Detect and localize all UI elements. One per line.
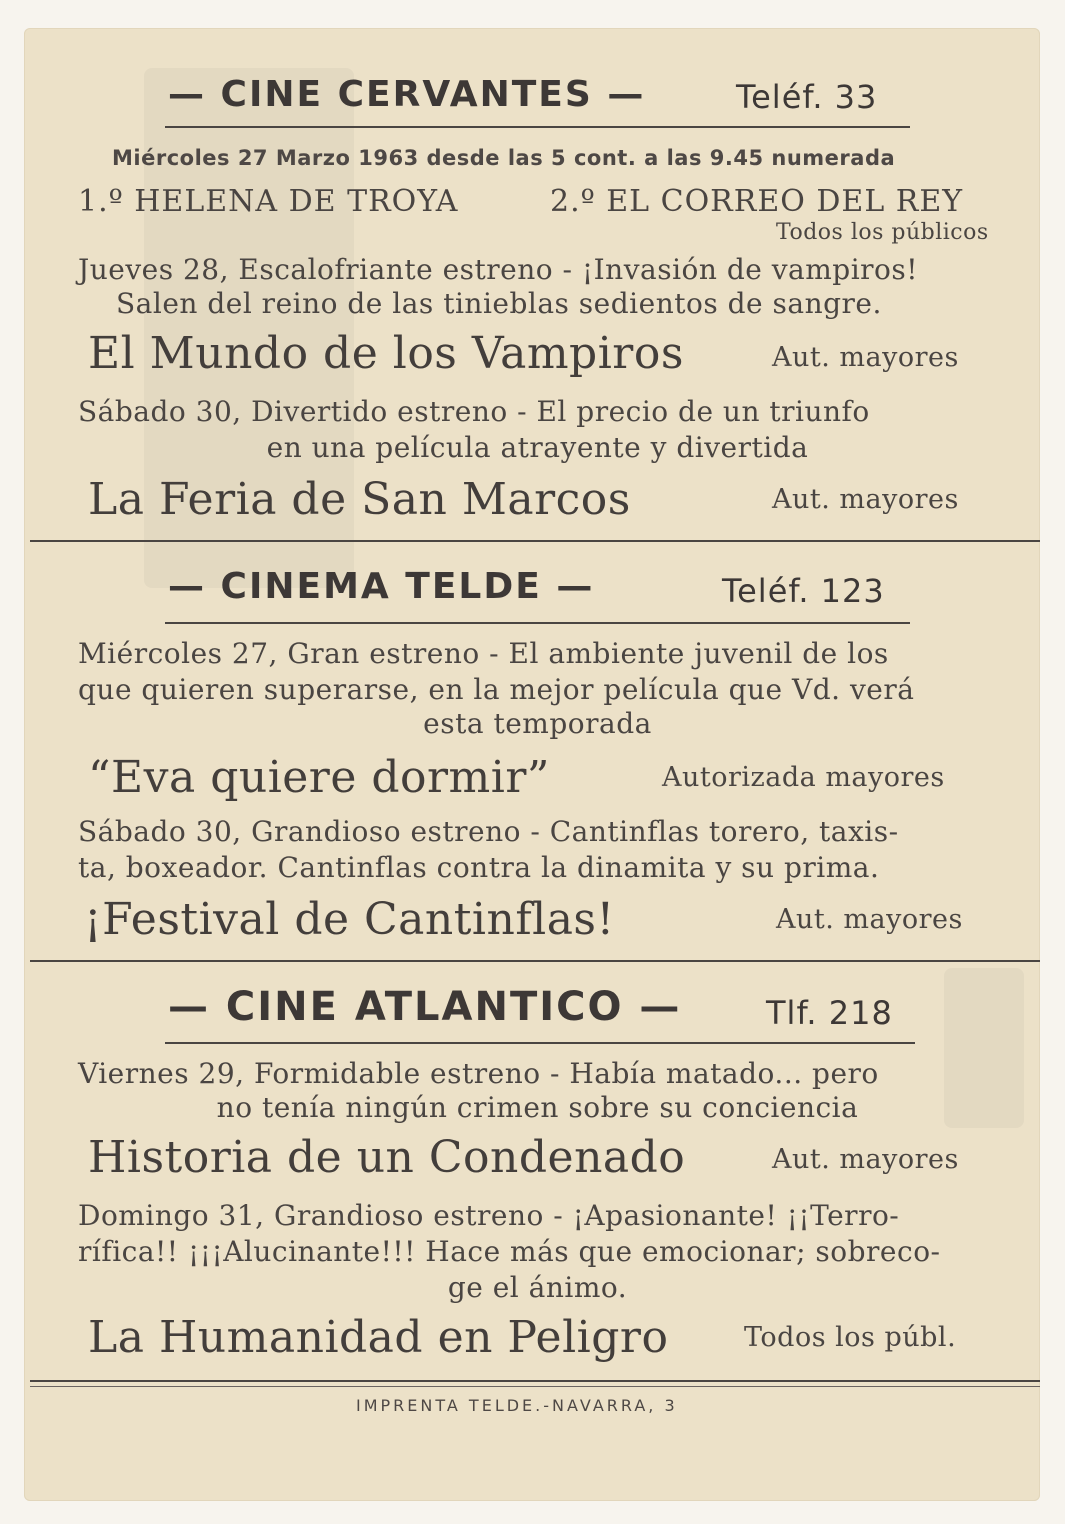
cervantes-subheader: Miércoles 27 Marzo 1963 desde las 5 cont. a las 9.45 numerada [112,146,896,170]
telde-line-2: que quieren superarse, en la mejor película que Vd. verá [78,673,915,706]
telde-line-3: esta temporada [423,707,652,740]
cervantes-line-1: Jueves 28, Escalofriante estreno - ¡Invasión de vampiros! [78,253,919,286]
cervantes-line-2: Salen del reino de las tinieblas sedientos de sangre. [116,287,882,320]
cervantes-rating-2: Aut. mayores [772,484,959,515]
cervantes-header-name: — CINE CERVANTES — [168,74,646,115]
section-divider [30,540,1040,542]
telde-rating-2: Aut. mayores [776,904,963,935]
telde-header-underline [165,622,910,624]
atlantico-line-3: Domingo 31, Grandioso estreno - ¡Apasionante! ¡¡Terro- [78,1199,900,1232]
atlantico-header-tel: Tlf. 218 [766,994,893,1032]
cervantes-rating-1: Aut. mayores [772,342,959,373]
footer-divider [30,1380,1040,1382]
telde-title-1: “Eva quiere dormir” [88,752,550,803]
cervantes-line-4: en una película atrayente y divertida [266,431,809,464]
telde-header-tel: Teléf. 123 [722,572,885,610]
cervantes-audience: Todos los públicos [776,220,989,245]
cervantes-line-3: Sábado 30, Divertido estreno - El precio de un triunfo [78,395,870,428]
telde-line-1: Miércoles 27, Gran estreno - El ambiente juvenil de los [78,637,889,670]
cervantes-title-1: El Mundo de los Vampiros [88,328,684,379]
atlantico-line-2: no tenía ningún crimen sobre su conciencia [216,1091,859,1124]
cervantes-header-tel: Teléf. 33 [736,78,878,116]
atlantico-line-1: Viernes 29, Formidable estreno - Había matado... pero [78,1057,879,1090]
cervantes-header-underline [165,126,910,128]
footer-divider-thin [30,1386,1040,1387]
telde-header-name: — CINEMA TELDE — [168,566,595,607]
atlantico-rating-2: Todos los públ. [744,1322,957,1353]
telde-line-4: Sábado 30, Grandioso estreno - Cantinflas torero, taxis- [78,815,899,848]
cervantes-feature-1: 1.º HELENA DE TROYA [78,184,459,219]
cervantes-title-2: La Feria de San Marcos [88,474,631,525]
atlantico-title-1: Historia de un Condenado [88,1132,686,1183]
atlantico-header-underline [165,1042,915,1044]
atlantico-line-4: rífica!! ¡¡¡Alucinante!!! Hace más que emocionar; sobreco- [78,1235,941,1268]
telde-line-5: ta, boxeador. Cantinflas contra la dinamita y su prima. [78,851,880,884]
telde-title-2: ¡Festival de Cantinflas! [84,894,615,945]
atlantico-line-5: ge el ánimo. [447,1271,628,1304]
section-divider [30,960,1040,962]
cervantes-feature-2: 2.º EL CORREO DEL REY [550,184,964,219]
printer-imprint: IMPRENTA TELDE.-NAVARRA, 3 [356,1396,678,1415]
telde-rating-1: Autorizada mayores [662,762,945,793]
atlantico-header-name: — CINE ATLANTICO — [168,984,682,1030]
atlantico-title-2: La Humanidad en Peligro [88,1312,669,1363]
atlantico-rating-1: Aut. mayores [772,1144,959,1175]
